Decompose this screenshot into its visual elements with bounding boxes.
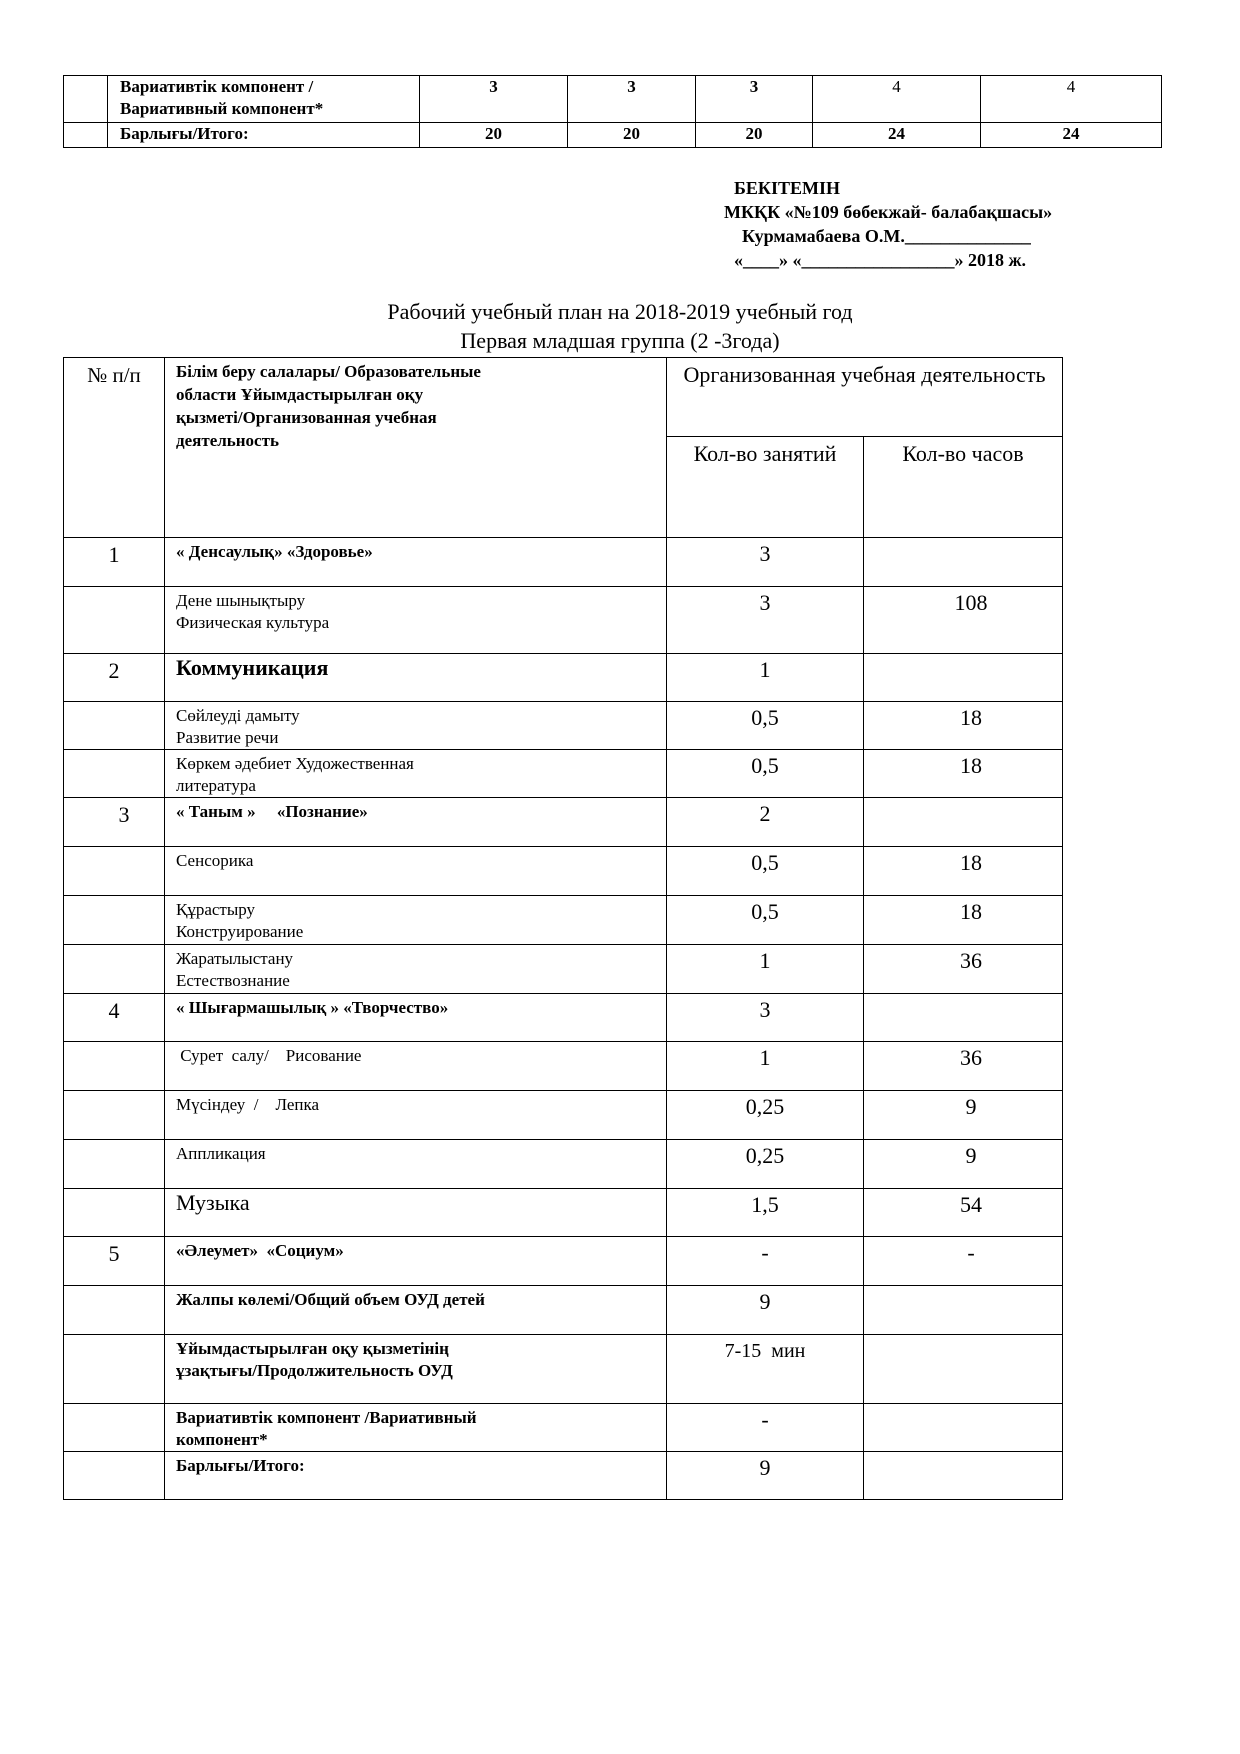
value-cell: 3 (696, 76, 813, 123)
table-row (64, 945, 1063, 994)
num-cell: 4 (64, 994, 165, 1042)
lessons-cell: - (667, 1404, 864, 1452)
hours-cell (864, 1452, 1063, 1500)
lessons-cell: 1 (667, 945, 864, 994)
area-cell: Жалпы көлемі/Общий объем ОУД детей (165, 1286, 667, 1335)
table-row (64, 1237, 1063, 1286)
num-cell (64, 896, 165, 945)
table-cell (64, 123, 108, 148)
value-cell: 20 (420, 123, 568, 148)
row-label: Вариативтік компонент /Вариативный компонент* (108, 76, 420, 123)
lessons-cell: 9 (667, 1286, 864, 1335)
num-cell (64, 1140, 165, 1189)
area-cell: Жаратылыстану Естествознание (165, 945, 667, 994)
num-cell: 2 (64, 654, 165, 702)
value-cell: 4 (813, 76, 981, 123)
area-cell: Көркем әдебиет Художественная литература (165, 750, 667, 798)
num-cell: 5 (64, 1237, 165, 1286)
lessons-cell: 1,5 (667, 1189, 864, 1237)
approval-block (724, 176, 1052, 272)
header-hours: Кол-во часов (864, 437, 1063, 538)
header-group: Организованная учебная деятельность (667, 358, 1063, 437)
hours-cell: 9 (864, 1091, 1063, 1140)
area-cell: Сурет салу/ Рисование (165, 1042, 667, 1091)
value-cell: 20 (568, 123, 696, 148)
approval-organization: МКҚК «№109 бөбекжай- балабақшасы» (724, 202, 1053, 222)
num-cell (64, 1091, 165, 1140)
lessons-cell: 3 (667, 994, 864, 1042)
hours-cell: 18 (864, 702, 1063, 750)
num-cell (64, 1042, 165, 1091)
lessons-cell: 0,5 (667, 896, 864, 945)
table-row (64, 1091, 1063, 1140)
lessons-cell: 0,5 (667, 847, 864, 896)
header-lessons: Кол-во занятий (667, 437, 864, 538)
value-cell: 3 (568, 76, 696, 123)
area-cell: Вариативтік компонент /Вариативный компонент* (165, 1404, 667, 1452)
hours-cell: 9 (864, 1140, 1063, 1189)
area-cell: Аппликация (165, 1140, 667, 1189)
num-cell (64, 1335, 165, 1404)
num-cell (64, 945, 165, 994)
table-row (64, 1404, 1063, 1452)
area-cell: Дене шынықтыру Физическая культура (165, 587, 667, 654)
lessons-cell: 7-15 мин (667, 1335, 864, 1404)
table-row (64, 750, 1063, 798)
table-row (64, 798, 1063, 847)
lessons-cell: 3 (667, 538, 864, 587)
hours-cell (864, 654, 1063, 702)
area-cell: « Шығармашылық » «Творчество» (165, 994, 667, 1042)
area-cell: Құрастыру Конструирование (165, 896, 667, 945)
value-cell: 24 (813, 123, 981, 148)
area-cell: Ұйымдастырылған оқу қызметінің ұзақтығы/Продолжительность ОУД (165, 1335, 667, 1404)
value-cell: 3 (420, 76, 568, 123)
value-cell: 20 (696, 123, 813, 148)
title-line: Рабочий учебный план на 2018-2019 учебный год (387, 299, 853, 324)
lessons-cell: 2 (667, 798, 864, 847)
num-cell (64, 587, 165, 654)
hours-cell (864, 1335, 1063, 1404)
table-row (64, 1140, 1063, 1189)
num-cell (64, 1286, 165, 1335)
table-row (64, 1042, 1063, 1091)
value-cell: 24 (981, 123, 1162, 148)
hours-cell (864, 538, 1063, 587)
table-row (64, 1452, 1063, 1500)
lessons-cell: 9 (667, 1452, 864, 1500)
hours-cell: 36 (864, 1042, 1063, 1091)
hours-cell (864, 798, 1063, 847)
table-row (64, 702, 1063, 750)
row-label: Барлығы/Итого: (108, 123, 420, 148)
area-cell: Сенсорика (165, 847, 667, 896)
subtitle-line: Первая младшая группа (2 -3года) (460, 328, 780, 353)
hours-cell (864, 1286, 1063, 1335)
table-row (64, 1189, 1063, 1237)
approval-date: «____» «_________________» 2018 ж. (734, 250, 1027, 270)
hours-cell: - (864, 1237, 1063, 1286)
area-cell: Барлығы/Итого: (165, 1452, 667, 1500)
value-cell: 4 (981, 76, 1162, 123)
num-cell (64, 1404, 165, 1452)
num-cell (64, 1452, 165, 1500)
approval-heading: БЕКІТЕМІН (734, 178, 840, 198)
hours-cell: 54 (864, 1189, 1063, 1237)
lessons-cell: 0,25 (667, 1140, 864, 1189)
hours-cell (864, 1404, 1063, 1452)
lessons-cell: 1 (667, 1042, 864, 1091)
hours-cell: 18 (864, 896, 1063, 945)
table-row (64, 1286, 1063, 1335)
top-continuation-table (63, 75, 1162, 148)
num-cell: 1 (64, 538, 165, 587)
lessons-cell: 1 (667, 654, 864, 702)
table-row (64, 587, 1063, 654)
table-row (64, 76, 1162, 123)
area-cell: «Әлеумет» «Социум» (165, 1237, 667, 1286)
area-cell: Коммуникация (165, 654, 667, 702)
table-row (64, 538, 1063, 587)
num-cell (64, 702, 165, 750)
lessons-cell: - (667, 1237, 864, 1286)
num-cell (64, 750, 165, 798)
table-row (64, 847, 1063, 896)
page-title (0, 297, 1240, 355)
table-row (64, 654, 1063, 702)
header-row (64, 358, 1063, 437)
lessons-cell: 0,25 (667, 1091, 864, 1140)
num-cell (64, 847, 165, 896)
hours-cell: 18 (864, 750, 1063, 798)
area-cell: Музыка (165, 1189, 667, 1237)
hours-cell: 18 (864, 847, 1063, 896)
header-area: Білім беру салалары/ Образовательные области Ұйымдастырылған оқу қызметі/Организованная учебная деятельность (165, 358, 667, 538)
lessons-cell: 0,5 (667, 750, 864, 798)
curriculum-table (63, 357, 1063, 1500)
area-cell: « Таным » «Познание» (165, 798, 667, 847)
area-cell: « Денсаулық» «Здоровье» (165, 538, 667, 587)
table-row (64, 123, 1162, 148)
area-cell: Сөйлеуді дамыту Развитие речи (165, 702, 667, 750)
area-cell: Мүсіндеу / Лепка (165, 1091, 667, 1140)
table-cell (64, 76, 108, 123)
num-cell (64, 1189, 165, 1237)
hours-cell (864, 994, 1063, 1042)
lessons-cell: 3 (667, 587, 864, 654)
header-num: № п/п (64, 358, 165, 538)
table-row (64, 896, 1063, 945)
approval-signatory: Курмамабаева О.М.______________ (742, 226, 1031, 246)
hours-cell: 108 (864, 587, 1063, 654)
num-cell: 3 (64, 798, 165, 847)
table-row (64, 1335, 1063, 1404)
table-row (64, 994, 1063, 1042)
hours-cell: 36 (864, 945, 1063, 994)
lessons-cell: 0,5 (667, 702, 864, 750)
